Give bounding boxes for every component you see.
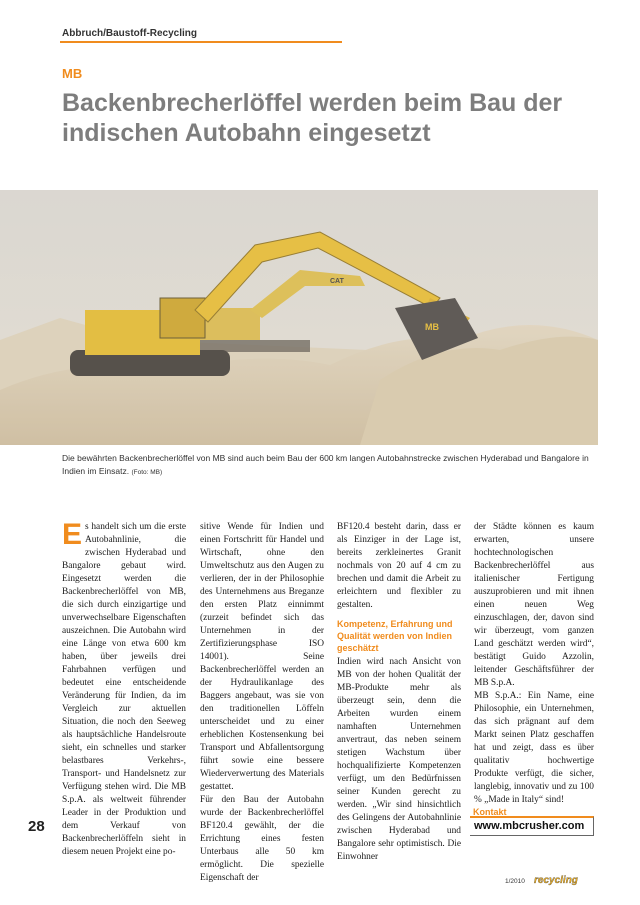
excavator-photo xyxy=(0,190,598,445)
article-headline: Backenbrecherlöffel werden beim Bau der indischen Autobahn eingesetzt xyxy=(62,89,563,147)
section-label: Abbruch/Baustoff-Recycling xyxy=(62,28,198,39)
section-rule xyxy=(60,41,342,43)
col2-text: sitive Wende für Indien und einen Fortschritt für Handel und Wirtschaft, ohne den Umweltschutz aus den Augen zu verlieren, der in der Philosophie des Unternehmens aus Breganze den ersten Platz einnimmt (zurzeit befindet sich das Unternehmen in der Zertifizierungsphase ISO 14001). Seine Backenbrecherlöffel werden an der Hydraulikanlage des Baggers angebaut, was sie von den traditionellen Löffeln unterscheidet und zu einer erheblichen Kostensenkung bei Transport und Abfallentsorgung führt sowie eine bessere Wiederverwertung des Materials gestattet. xyxy=(200,522,324,792)
logo-text: recycling xyxy=(534,875,578,886)
subheading: Kompetenz, Erfahrung und Qualität werden von Indien geschätzt xyxy=(337,619,453,653)
page-number: 28 xyxy=(28,818,45,835)
col3-text-2: Indien wird nach Ansicht von MB von der hohen Qualität der MB-Produkte mehr als überzeugt sein, denn die Arbeiten wurden einem namhaften Unternehmen anvertraut, das neben seinem stetigen Wachstum über hochqualifizierte Kompetenzen verfügt, um den Bedürfnissen seiner Kunden gerecht zu werden. „Wir sind hinsichtlich des Gelingens der Autobahnlinie zwischen Hyderabad und Bangalore sehr optimistisch. Die Einwohner xyxy=(337,657,461,862)
excavator-illustration xyxy=(0,190,598,445)
article-column-1 xyxy=(62,518,186,859)
col1-text: s handelt sich um die erste Autobahnlinie, die zwischen Hyderabad und Bangalore gebaut wird. Eingesetzt werden die Backenbrecherlöffel von MB, die sich durch einzigartige und unverwechselbare Eigenschaften auszeichnen. Die Autobahn wird eine Länge von etwa 600 km haben, über jeweils drei Fahrbahnen verfügen und bedeutet eine entscheidende Veränderung für Indien, da im Vergleich zur aktuellen Situation, die noch den Seeweg als hauptsächliche Handelsroute sieht, ein schnelles und starker belastbares Verkehrs-, Transport- und Handelsnetz zur Verfügung stehen wird. Die MB S.p.A. als weltweit führender Leader in der Produktion und dem Verkauf von Backenbrecherlöffeln sieht in diesem neuen Projekt eine po- xyxy=(62,522,186,857)
issue-number: 1/2010 xyxy=(505,878,525,885)
company-label: MB xyxy=(62,66,83,81)
cat-logo: CAT xyxy=(330,278,344,285)
col4-text-2: MB S.p.A.: Ein Name, eine Philosophie, ein Unternehmen, das sich prägnant auf dem Markt seinen Platz geschaffen hat und zeigt, dass es über qualitativ hochwertige Produkte verfügt, die sicher, langlebig, innovativ und zu 100 % „Made in Italy“ sind! xyxy=(474,691,594,805)
dust-haze xyxy=(0,190,598,445)
photo-credit: (Foto: MB) xyxy=(131,468,163,476)
col3-text: BF120.4 besteht darin, dass er als Einziger in der Lage ist, bereits zerkleinertes Granit nochmals von 20 auf 4 cm zu brechen und damit die Arbeit zu erleichtern und flexibler zu gestalten. xyxy=(337,522,461,610)
bucket-logo: MB xyxy=(425,322,439,332)
article-column-4 xyxy=(474,521,594,807)
photo-caption xyxy=(62,452,592,479)
col4-text: der Städte können es kaum erwarten, unsere hochtechnologischen Backenbrecherlöffel aus italienischer Fertigung auszuprobieren und mit ihnen einen neuen Weg einzuschlagen, der, davon sind wir überzeugt, vom ganzen Land geschätzt werden wird“, bestätigt Guido Azzolin, leitender Geschäftsführer der MB S.p.A. xyxy=(474,522,594,688)
magazine-logo xyxy=(533,872,593,888)
contact-label: Kontakt xyxy=(473,807,507,817)
col2-text-2: Für den Bau der Autobahn wurde der Backenbrecherlöffel BF120.4 gewählt, der die Errichtung eines festen Unterbaus alle 50 km ermöglicht. Die spezielle Eigenschaft der xyxy=(200,795,324,883)
article-column-2 xyxy=(200,521,324,885)
article-column-3 xyxy=(337,521,461,864)
contact-url-link[interactable]: www.mbcrusher.com xyxy=(474,820,585,832)
dropcap: E xyxy=(62,518,83,551)
caption-text: Die bewährten Backenbrecherlöffel von MB sind auch beim Bau der 600 km langen Autobahnstrecke zwischen Hyderabad und Bangalore in Indien im Einsatz. xyxy=(62,453,589,476)
